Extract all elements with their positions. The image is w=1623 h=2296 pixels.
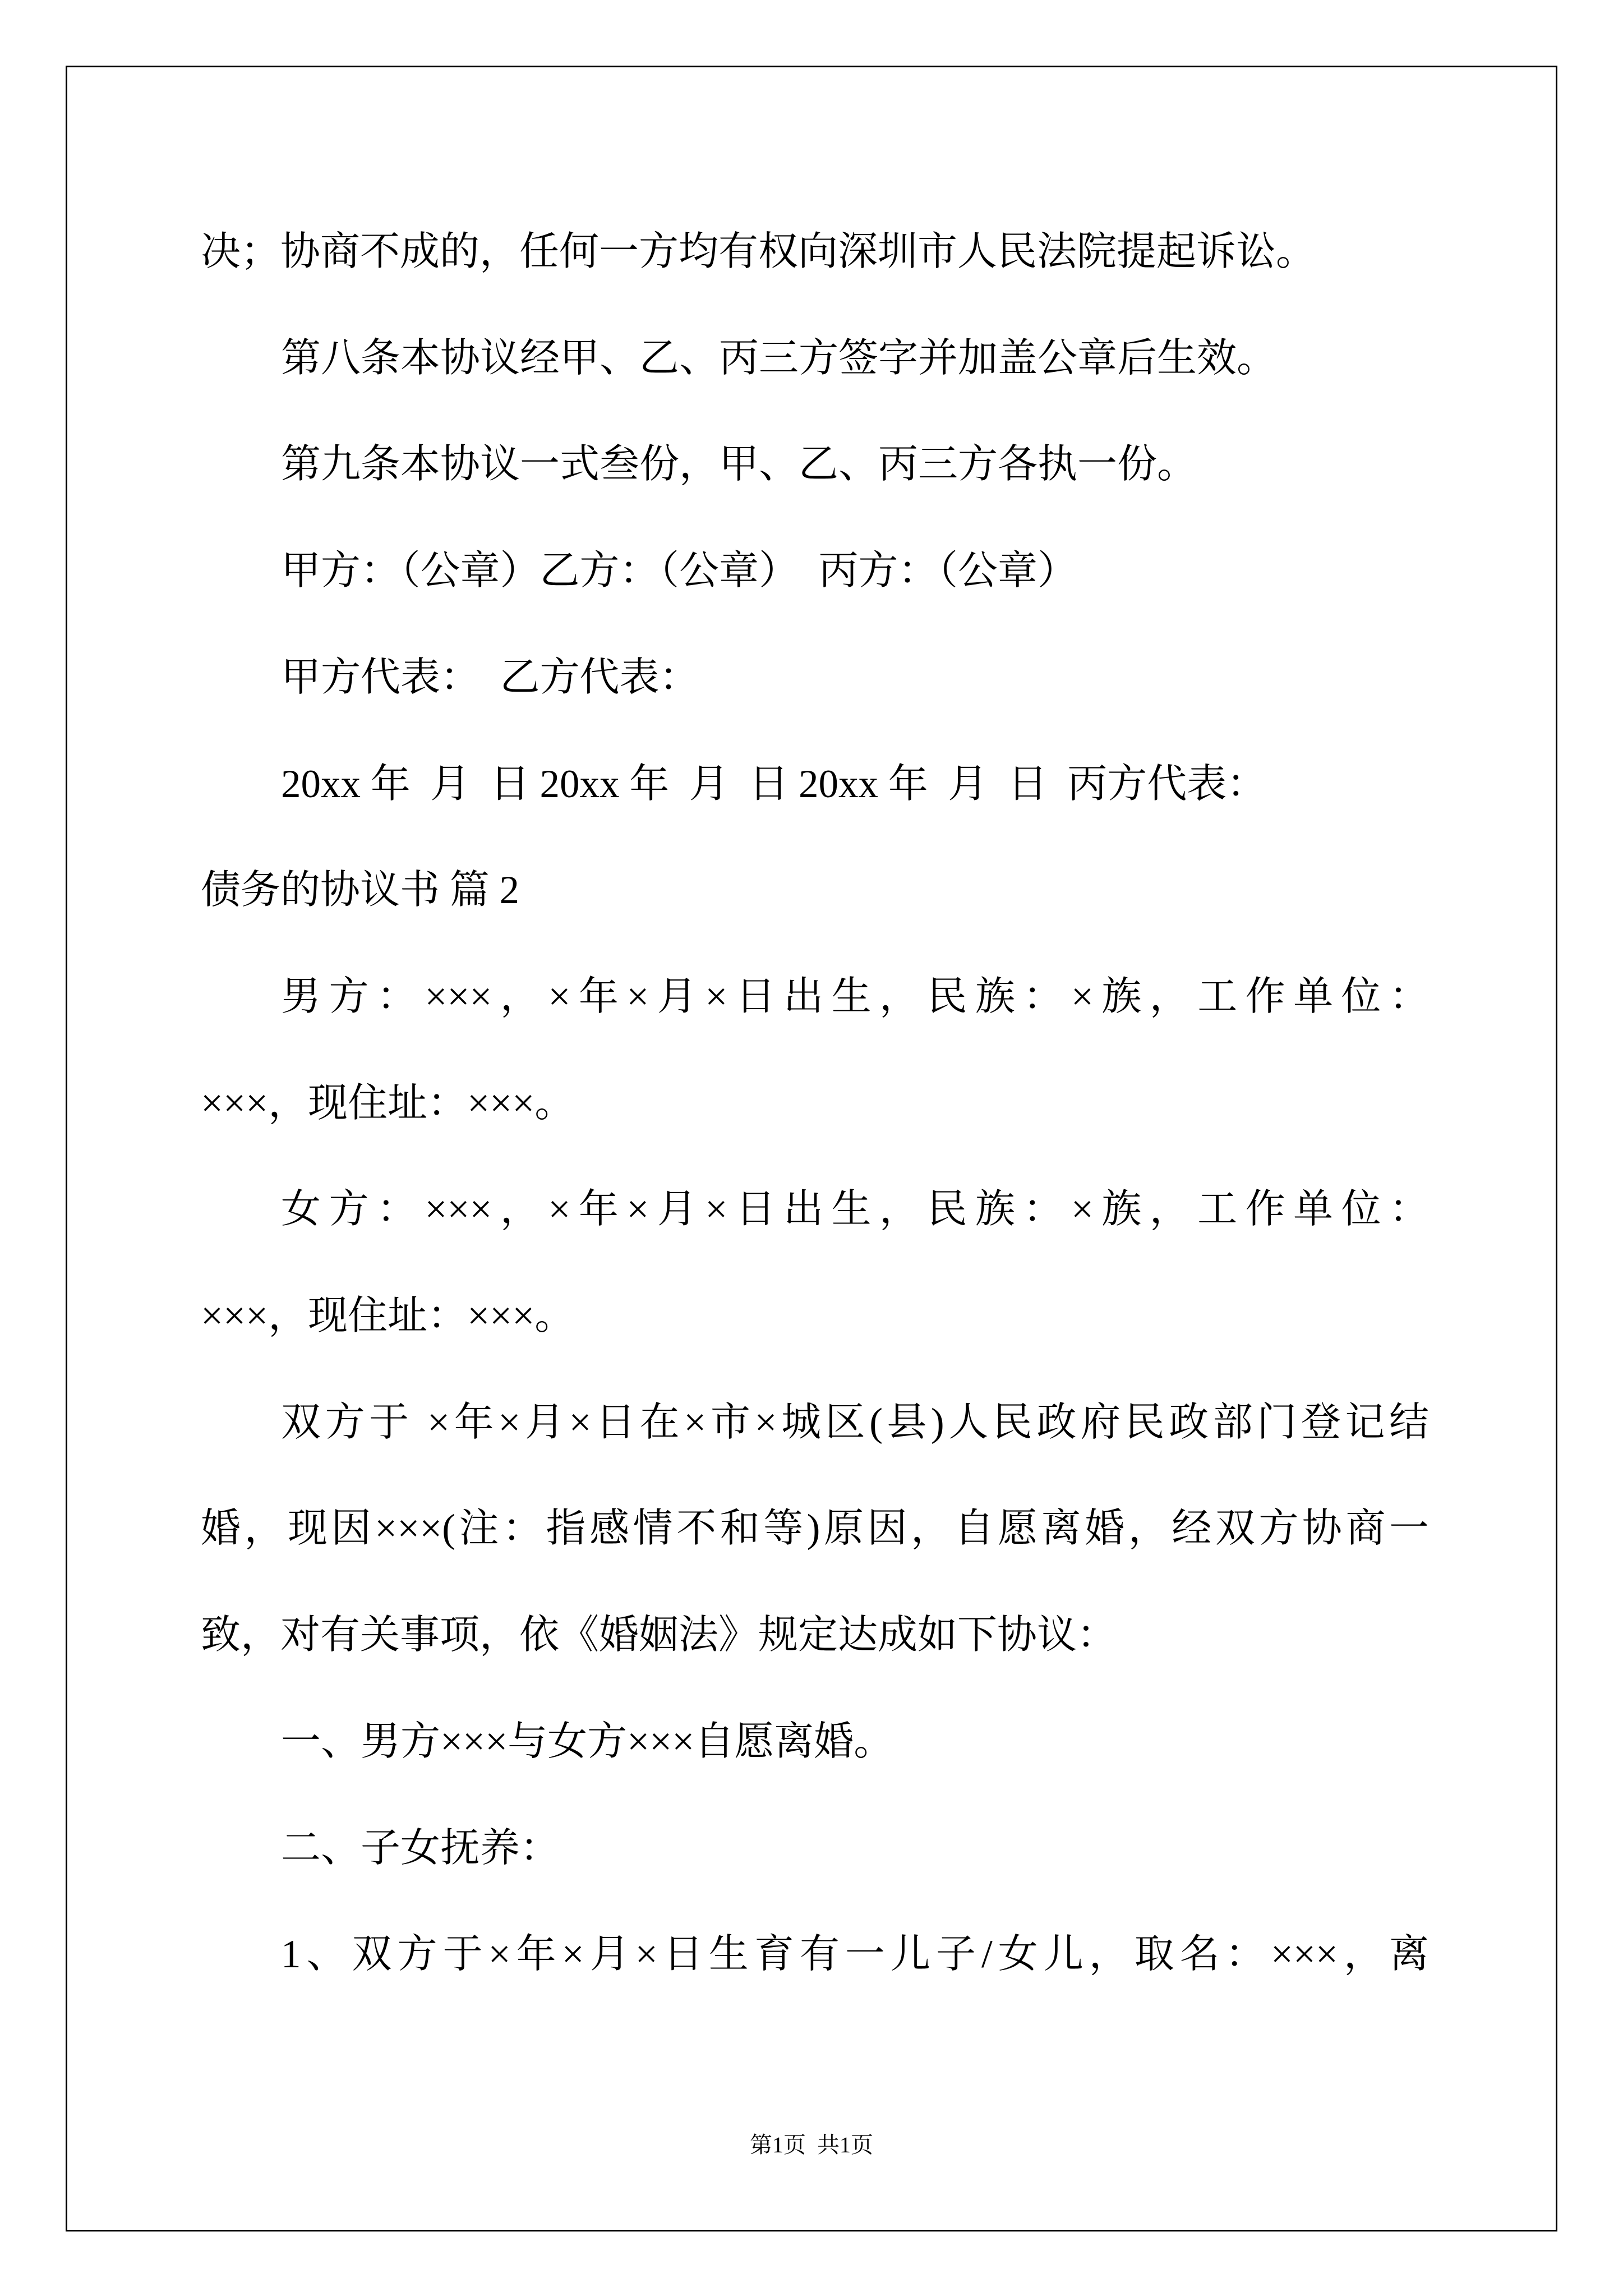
female-party-line: 女方：×××，×年×月×日出生，民族：×族，工作单位： (281, 1188, 1429, 1231)
paragraph-line: 致，对有关事项，依《婚姻法》规定达成如下协议： (201, 1613, 1117, 1657)
representative-line: 甲方代表： 乙方代表： (281, 656, 699, 700)
male-address-line: ×××，现住址：×××。 (201, 1082, 575, 1125)
paragraph-line: 婚，现因×××(注：指感情不和等)原因，自愿离婚，经双方协商一 (201, 1507, 1429, 1550)
clause-1-line: 一、男方×××与女方×××自愿离婚。 (281, 1720, 894, 1764)
male-party-line: 男方：×××，×年×月×日出生，民族：×族，工作单位： (281, 975, 1429, 1019)
article-9-line: 第九条本协议一式叁份，甲、乙、丙三方各执一份。 (281, 443, 1197, 486)
paragraph-line: 双方于 ×年×月×日在×市×城区(县)人民政府民政部门登记结 (281, 1401, 1429, 1444)
female-address-line: ×××，现住址：×××。 (201, 1294, 575, 1338)
seal-line: 甲方：（公章）乙方：（公章） 丙方：（公章） (281, 549, 1078, 593)
clause-2-heading: 二、子女抚养： (281, 1826, 560, 1870)
paragraph-line: 决；协商不成的，任何一方均有权向深圳市人民法院提起诉讼。 (201, 230, 1316, 274)
page-number-footer: 第1页 共1页 (750, 2132, 873, 2157)
clause-2-item-1-line: 1、双方于×年×月×日生育有一儿子/女儿，取名：×××，离 (281, 1932, 1429, 1976)
article-8-line: 第八条本协议经甲、乙、丙三方签字并加盖公章后生效。 (281, 337, 1277, 380)
page-border (66, 66, 1557, 2231)
section-heading: 债务的协议书 篇 2 (201, 868, 520, 912)
date-line: 20xx 年 月 日 20xx 年 月 日 20xx 年 月 日 丙方代表： (281, 762, 1267, 806)
